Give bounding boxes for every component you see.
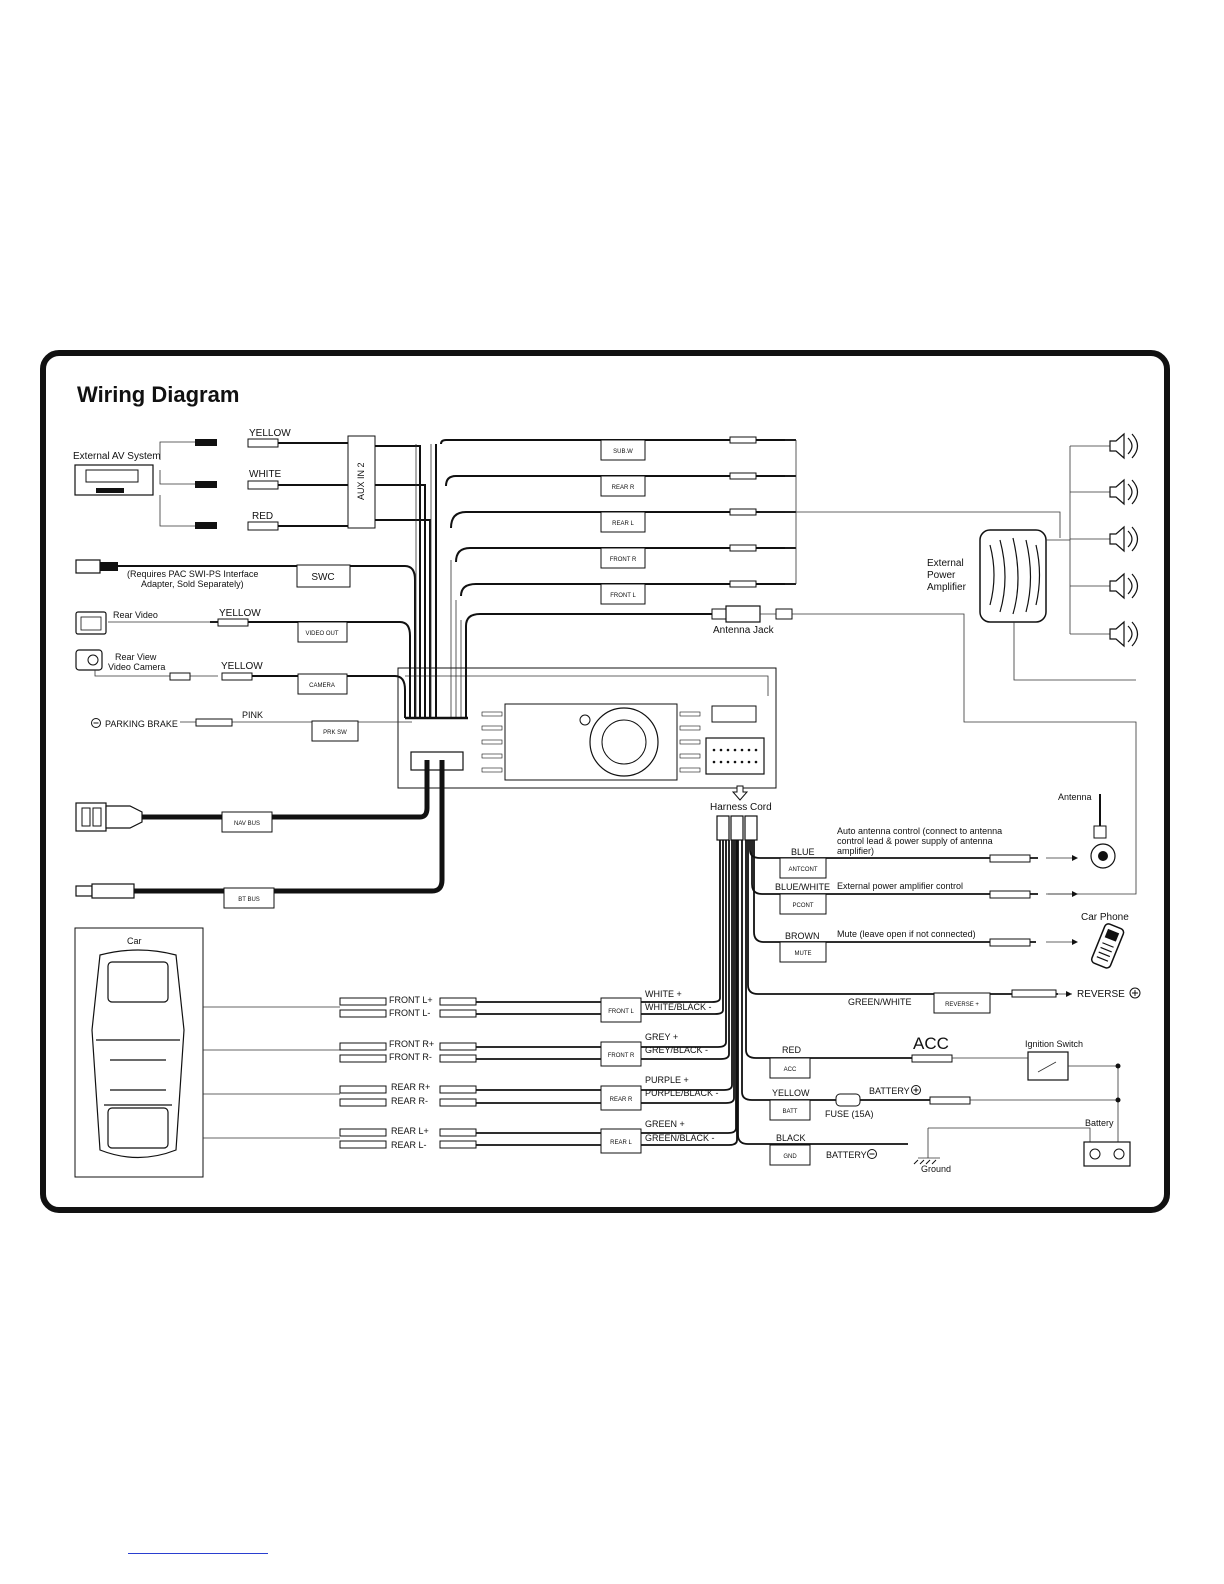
speaker-pos-label: REAR R+ xyxy=(391,1082,431,1092)
camera-plug xyxy=(222,673,252,680)
speaker-neg-label: REAR R- xyxy=(391,1096,429,1106)
gnd-box: GND xyxy=(783,1154,797,1160)
speaker-wire-neg: GREY/BLACK - xyxy=(645,1045,709,1055)
speaker-wire-pos: GREEN + xyxy=(645,1119,685,1129)
rca-out-label: FRONT R xyxy=(609,557,637,563)
head-unit xyxy=(398,668,776,788)
bt-bus-label: BT BUS xyxy=(238,897,260,903)
ground-label: Ground xyxy=(921,1164,952,1174)
mute-wire: BROWN xyxy=(785,931,820,941)
pcont-wire: BLUE/WHITE xyxy=(775,882,831,892)
camera-label: Video Camera xyxy=(108,662,166,672)
harness-label: Harness Cord xyxy=(710,802,772,813)
mute-note: Mute (leave open if not connected) xyxy=(837,929,976,939)
reverse-box: REVERSE + xyxy=(945,1002,979,1008)
ant-note: Auto antenna control (connect to antenna xyxy=(837,826,1003,836)
ant-wire: BLUE xyxy=(791,847,815,857)
speaker-wire-pos: PURPLE + xyxy=(645,1075,689,1085)
ant-box: ANTCONT xyxy=(788,867,818,873)
nav-bus-label: NAV BUS xyxy=(234,821,260,827)
fuse-icon xyxy=(836,1094,860,1106)
rear-video-label: Rear Video xyxy=(113,610,158,620)
bt-connector xyxy=(76,884,134,898)
battery-icon xyxy=(1084,1142,1130,1166)
aux-yellow: YELLOW xyxy=(249,428,291,439)
swc-note: (Requires PAC SWI-PS Interface xyxy=(127,569,259,579)
external-av-label: External AV System xyxy=(73,451,161,462)
car-label: Car xyxy=(127,936,142,946)
mute-box: MUTE xyxy=(794,951,812,957)
rear-video-monitor xyxy=(76,612,106,634)
camera-icon xyxy=(76,650,102,670)
external-av-device xyxy=(75,465,153,495)
speaker-pos-label: FRONT R+ xyxy=(389,1039,435,1049)
ant-note: control lead & power supply of antenna xyxy=(837,836,993,846)
amplifier-label: Amplifier xyxy=(927,582,966,593)
car-phone-label: Car Phone xyxy=(1081,912,1129,923)
prk-sw-label: PRK SW xyxy=(323,730,347,736)
video-out-box-label: VIDEO OUT xyxy=(305,631,339,637)
antenna-jack-label: Antenna Jack xyxy=(713,625,774,636)
amplifier-label: External xyxy=(927,558,964,569)
camera-box-label: CAMERA xyxy=(309,683,335,689)
gnd-wire: BLACK xyxy=(776,1133,806,1143)
amplifier-label: Power xyxy=(927,570,956,581)
parking-plug xyxy=(196,719,232,726)
speaker-wire-pos: WHITE + xyxy=(645,989,682,999)
battery-plus-label: BATTERY xyxy=(869,1086,910,1096)
ignition-label: Ignition Switch xyxy=(1025,1039,1084,1049)
speaker-neg-label: FRONT L- xyxy=(389,1008,431,1018)
parking-wire: PINK xyxy=(242,710,264,720)
acc-box: ACC xyxy=(783,1067,797,1073)
speaker-box-label: FRONT L xyxy=(608,1009,634,1015)
rca-out-label: SUB.W xyxy=(613,449,633,455)
speaker-wire-neg: GREEN/BLACK - xyxy=(645,1133,715,1143)
aux-in-label: AUX IN 2 xyxy=(356,462,366,500)
rca-out-label: REAR L xyxy=(612,521,634,527)
video-out-plug xyxy=(218,619,248,626)
rca-out-label: REAR R xyxy=(611,485,635,491)
camera-wire: YELLOW xyxy=(221,661,263,672)
swc-box-label: SWC xyxy=(311,572,335,583)
nav-connector xyxy=(76,803,142,831)
battery-minus-label: BATTERY xyxy=(826,1150,867,1160)
footer-link-underline[interactable] xyxy=(128,1553,268,1554)
pcont-box: PCONT xyxy=(792,903,814,909)
aux-white: WHITE xyxy=(249,469,282,480)
parking-brake-label: PARKING BRAKE xyxy=(105,719,178,729)
batt-box: BATT xyxy=(782,1109,798,1115)
junction-dot xyxy=(1116,1064,1121,1069)
speaker-wire-neg: PURPLE/BLACK - xyxy=(645,1088,719,1098)
speaker-neg-label: REAR L- xyxy=(391,1140,427,1150)
pcont-note: External power amplifier control xyxy=(837,881,964,891)
ant-note: amplifier) xyxy=(837,846,875,856)
speaker-pos-label: REAR L+ xyxy=(391,1126,429,1136)
camera-plug xyxy=(170,673,190,680)
acc-label: ACC xyxy=(913,1034,949,1053)
antenna-label: Antenna xyxy=(1058,792,1092,802)
speaker-neg-label: FRONT R- xyxy=(389,1052,432,1062)
camera-label: Rear View xyxy=(115,652,157,662)
junction-dot xyxy=(1116,1098,1121,1103)
reverse-wire: GREEN/WHITE xyxy=(848,997,912,1007)
speaker-wire-neg: WHITE/BLACK - xyxy=(645,1002,712,1012)
rca-out-label: FRONT L xyxy=(610,593,636,599)
speaker-box-label: FRONT R xyxy=(607,1053,635,1059)
battery-label: Battery xyxy=(1085,1118,1114,1128)
batt-wire: YELLOW xyxy=(772,1088,810,1098)
car-panel xyxy=(75,928,203,1177)
acc-wire: RED xyxy=(782,1045,802,1055)
amplifier-icon xyxy=(980,530,1046,622)
video-out-wire: YELLOW xyxy=(219,608,261,619)
speaker-pos-label: FRONT L+ xyxy=(389,995,433,1005)
harness-plugs xyxy=(717,816,757,840)
aux-red: RED xyxy=(252,511,274,522)
swc-note: Adapter, Sold Separately) xyxy=(141,579,244,589)
speaker-wire-pos: GREY + xyxy=(645,1032,679,1042)
speaker-box-label: REAR R xyxy=(609,1097,633,1103)
speaker-box-label: REAR L xyxy=(610,1140,632,1146)
fuse-label: FUSE (15A) xyxy=(825,1109,874,1119)
reverse-label: REVERSE xyxy=(1077,989,1125,1000)
diagram-title: Wiring Diagram xyxy=(77,382,240,407)
